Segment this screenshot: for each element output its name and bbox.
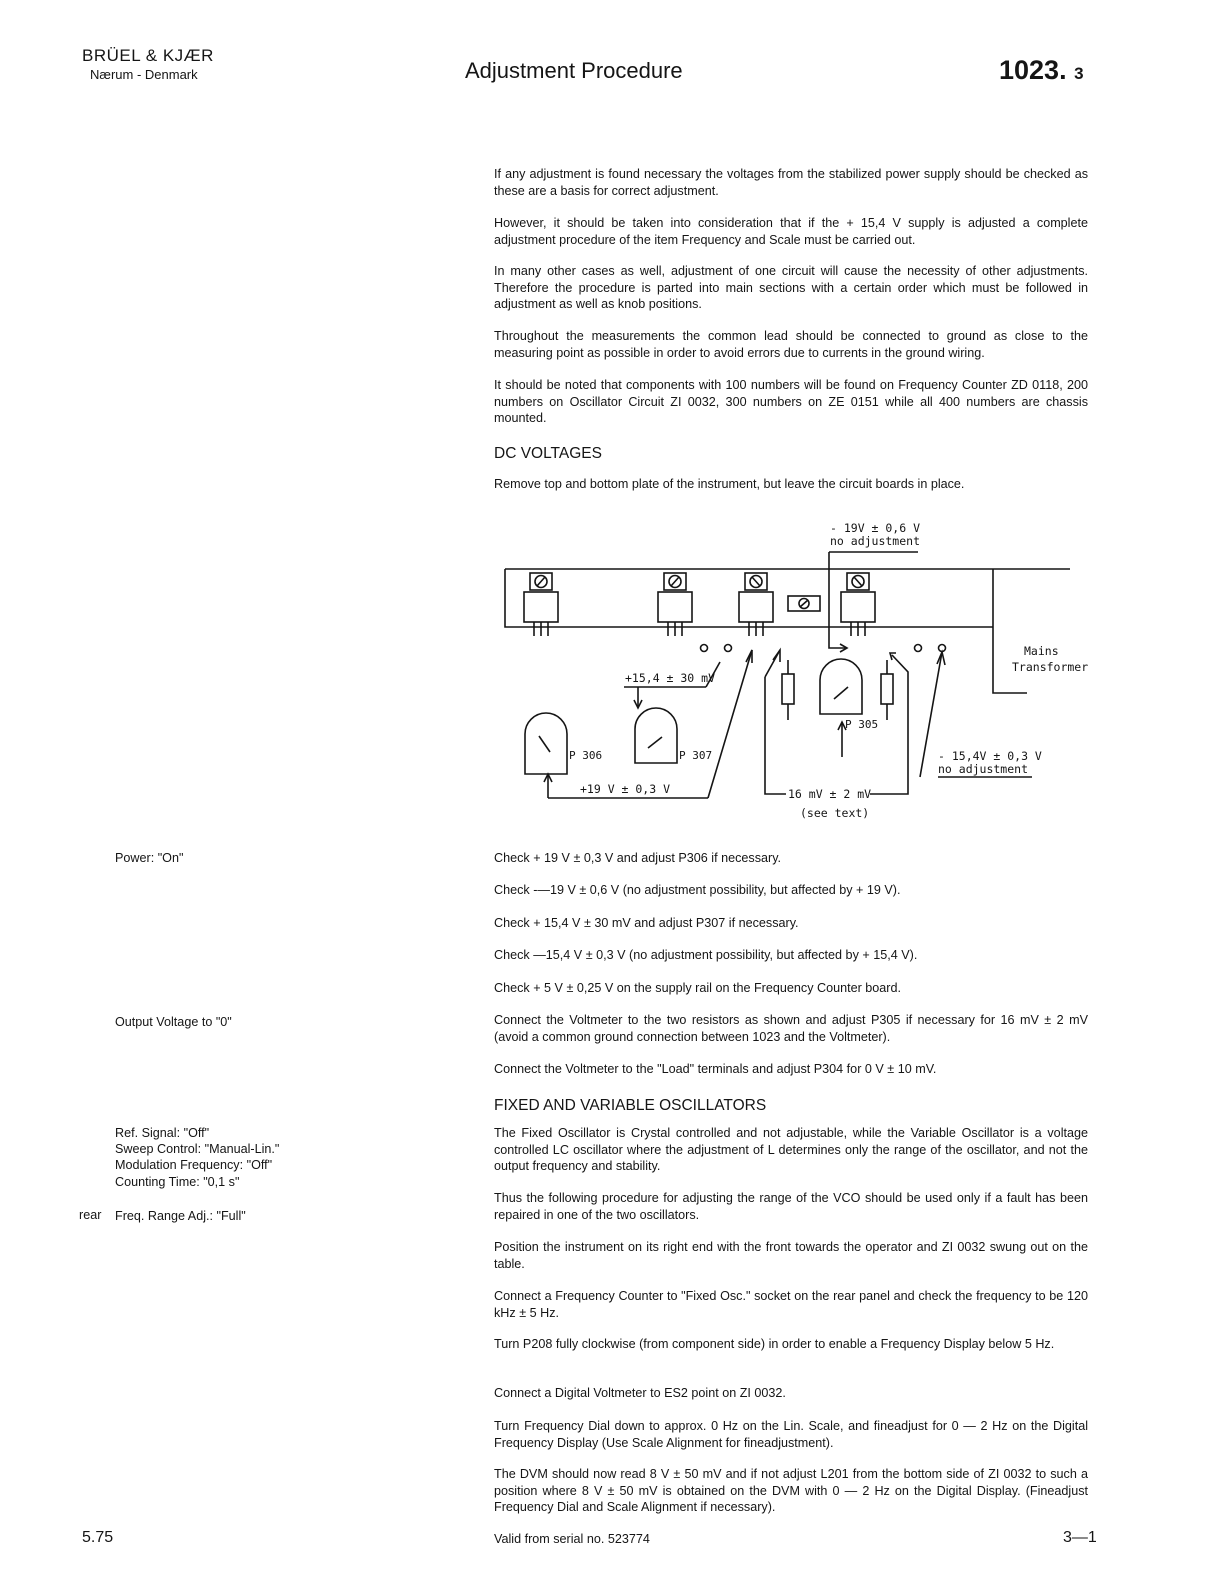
label-neg154-note: no adjustment (938, 762, 1029, 776)
label-neg19-note: no adjustment (830, 534, 921, 548)
label-neg154: - 15,4V ± 0,3 V (938, 749, 1042, 763)
dc-step: Check + 19 V ± 0,3 V and adjust P306 if necessary. (494, 851, 782, 865)
brand-location: Nærum - Denmark (90, 67, 198, 82)
footer-date: 5.75 (82, 1529, 114, 1546)
intro-paragraph: In many other cases as well, adjustment of one circuit will cause the necessity of other adjustments. Therefore the procedure is parted into main sections with a certain order which must be followed in adjustment as well as knob positions. (494, 264, 1088, 311)
side-note-range: Freq. Range Adj.: "Full" (115, 1209, 246, 1223)
side-note-power: Power: "On" (115, 851, 184, 865)
intro-paragraph: However, it should be taken into consideration that if the + 15,4 V supply is adjusted a complete adjustment procedure of the item Frequency and Scale must be carried out. (494, 216, 1088, 247)
document-number-suffix: 3 (1074, 64, 1084, 83)
osc-paragraph: The DVM should now read 8 V ± 50 mV and if not adjust L201 from the bottom side of ZI 0032 to such a position where 8 V ± 50 mV is obtained on the DVM with 0 — 2 Hz on the Digital Display. (Fineadjust Frequency Dial and Scale Alignment if necessary). (494, 1467, 1088, 1514)
label-p154: +15,4 ± 30 mV (625, 671, 716, 685)
osc-paragraph: The Fixed Oscillator is Crystal controlled and not adjustable, while the Variable Oscillator is a voltage controlled LC oscillator where the adjustment of L determines only the range of the oscillator, and not the output frequency and stability. (494, 1126, 1088, 1173)
dc-step: Connect the Voltmeter to the two resistors as shown and adjust P305 if necessary for 16 mV ± 2 mV (avoid a common ground connection between 1023 and the Voltmeter). (494, 1013, 1088, 1044)
dc-step: Connect the Voltmeter to the "Load" terminals and adjust P304 for 0 V ± 10 mV. (494, 1062, 937, 1076)
footer-valid: Valid from serial no. 523774 (494, 1532, 650, 1546)
section-heading-dc-voltages: DC VOLTAGES (494, 445, 602, 462)
side-note-rear: rear (79, 1208, 102, 1222)
side-note-count: Counting Time: "0,1 s" (115, 1175, 240, 1189)
label-16mv: 16 mV ± 2 mV (788, 787, 872, 801)
document-number-main: 1023. (999, 55, 1067, 85)
side-note-mod: Modulation Frequency: "Off" (115, 1158, 273, 1172)
brand-name: BRÜEL & KJÆR (82, 46, 214, 65)
label-transformer: Transformer (1012, 660, 1089, 674)
osc-paragraph: Turn Frequency Dial down to approx. 0 Hz on the Lin. Scale, and fineadjust for 0 — 2 Hz on the Digital Frequency Display (Use Scale Alignment for fineadjustment). (494, 1419, 1088, 1450)
intro-paragraph: It should be noted that components with 100 numbers will be found on Frequency Counter ZD 0118, 200 numbers on Oscillator Circuit ZI 0032, 300 numbers on ZE 0151 while all 400 numbers are chassis mounted. (494, 378, 1088, 425)
osc-paragraph: Position the instrument on its right end with the front towards the operator and ZI 0032 swung out on the table. (494, 1240, 1088, 1271)
label-p307: P 307 (679, 749, 713, 762)
intro-paragraph: If any adjustment is found necessary the voltages from the stabilized power supply should be checked as these are a basis for correct adjustment. (494, 167, 1088, 198)
dc-step: Check —15,4 V ± 0,3 V (no adjustment possibility, but affected by + 15,4 V). (494, 948, 918, 962)
dc-step: Check -—19 V ± 0,6 V (no adjustment possibility, but affected by + 19 V). (494, 883, 901, 897)
osc-paragraph: Connect a Digital Voltmeter to ES2 point on ZI 0032. (494, 1386, 786, 1400)
osc-paragraph: Turn P208 fully clockwise (from component side) in order to enable a Frequency Display below 5 Hz. (494, 1337, 1055, 1351)
footer-page: 3—1 (1063, 1529, 1097, 1546)
side-note-ref: Ref. Signal: "Off" (115, 1126, 210, 1140)
side-note-output: Output Voltage to "0" (115, 1015, 232, 1029)
dc-step: Check + 15,4 V ± 30 mV and adjust P307 if necessary. (494, 916, 799, 930)
label-p306: P 306 (569, 749, 603, 762)
power-supply-diagram (490, 512, 1100, 827)
label-p305: P 305 (845, 718, 879, 731)
label-see-text: (see text) (800, 806, 870, 820)
label-p19: +19 V ± 0,3 V (580, 782, 671, 796)
label-mains: Mains (1024, 644, 1059, 658)
intro-paragraph: Throughout the measurements the common lead should be connected to ground as close to the measuring point as possible in order to avoid errors due to currents in the ground wiring. (494, 329, 1088, 360)
osc-paragraph: Thus the following procedure for adjusting the range of the VCO should be used only if a fault has been repaired in one of the two oscillators. (494, 1191, 1088, 1222)
label-neg19: - 19V ± 0,6 V (830, 521, 921, 535)
page-title: Adjustment Procedure (465, 58, 683, 83)
side-note-sweep: Sweep Control: "Manual-Lin." (115, 1142, 280, 1156)
dc-intro: Remove top and bottom plate of the instrument, but leave the circuit boards in place. (494, 477, 965, 491)
dc-step: Check + 5 V ± 0,25 V on the supply rail on the Frequency Counter board. (494, 981, 902, 995)
osc-paragraph: Connect a Frequency Counter to "Fixed Osc." socket on the rear panel and check the frequency to be 120 kHz ± 5 Hz. (494, 1289, 1088, 1320)
section-heading-oscillators: FIXED AND VARIABLE OSCILLATORS (494, 1097, 767, 1114)
document-number (999, 55, 1084, 86)
